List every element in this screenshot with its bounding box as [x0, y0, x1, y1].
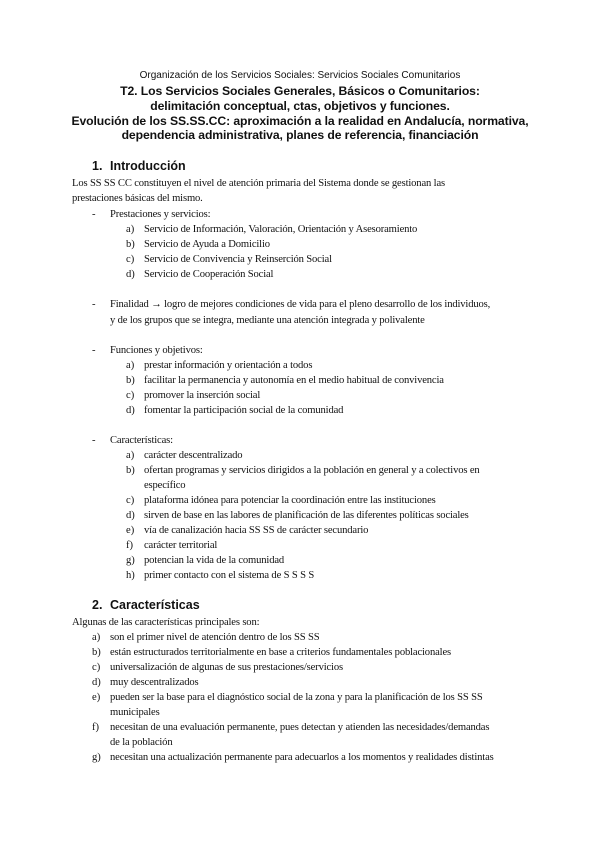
document-title — [0, 84, 600, 143]
item-marker: d) — [126, 510, 135, 521]
list-item: Servicio de Convivencia y Reinserción Social — [144, 254, 332, 265]
item-marker: a) — [92, 632, 101, 643]
section-number: 2. — [92, 598, 103, 612]
paragraph-line: Algunas de las características principales son: — [72, 617, 260, 628]
list-heading-caracteristicas: Características: — [110, 435, 173, 446]
list-item: ofertan programas y servicios dirigidos a la población en general y a colectivos en — [144, 465, 480, 476]
list-item: primer contacto con el sistema de S S S S — [144, 570, 315, 581]
list-item: Servicio de Información, Valoración, Orientación y Asesoramiento — [144, 224, 418, 235]
list-item: promover la inserción social — [144, 390, 261, 401]
list-item: Servicio de Ayuda a Domicilio — [144, 239, 270, 250]
section-title: Introducción — [110, 159, 186, 173]
item-marker: d) — [92, 677, 101, 688]
paragraph-line: Los SS SS CC constituyen el nivel de atención primaria del Sistema donde se gestionan las — [72, 178, 445, 189]
list-item: carácter territorial — [144, 540, 218, 551]
list-item: Servicio de Cooperación Social — [144, 269, 274, 280]
item-marker: c) — [126, 495, 135, 506]
item-marker: b) — [126, 239, 135, 250]
dash-bullet: - — [92, 435, 96, 446]
item-marker: g) — [92, 752, 101, 763]
item-marker: c) — [92, 662, 101, 673]
list-item-continuation: específico — [144, 480, 186, 491]
list-item: universalización de algunas de sus prestaciones/servicios — [110, 662, 343, 673]
section-number: 1. — [92, 159, 103, 173]
title-line: delimitación conceptual, ctas, objetivos y funciones. — [150, 98, 450, 113]
item-marker: b) — [126, 465, 135, 476]
list-heading-funciones: Funciones y objetivos: — [110, 345, 203, 356]
section-heading-introduccion — [92, 159, 186, 173]
item-marker: a) — [126, 224, 135, 235]
list-item-continuation: de la población — [110, 737, 173, 748]
list-item: carácter descentralizado — [144, 450, 243, 461]
item-marker: c) — [126, 390, 135, 401]
section-title: Características — [110, 598, 200, 612]
list-item: vía de canalización hacia SS SS de carácter secundario — [144, 525, 369, 536]
list-item: necesitan una actualización permanente para adecuarlos a los momentos y realidades distintas — [110, 752, 494, 763]
list-item: son el primer nivel de atención dentro de los SS SS — [110, 632, 320, 643]
list-item: sirven de base en las labores de planificación de las diferentes políticas sociales — [144, 510, 469, 521]
list-item: están estructurados territorialmente en base a criterios fundamentales poblacionales — [110, 647, 451, 658]
dash-bullet: - — [92, 209, 96, 220]
dash-bullet: - — [92, 299, 96, 310]
list-item: plataforma idónea para potenciar la coordinación entre las instituciones — [144, 495, 436, 506]
list-item: potencian la vida de la comunidad — [144, 555, 285, 566]
item-marker: b) — [92, 647, 101, 658]
item-marker: g) — [126, 555, 135, 566]
item-marker: d) — [126, 269, 135, 280]
list-item: necesitan de una evaluación permanente, pues detectan y atienden las necesidades/demandas — [110, 722, 490, 733]
item-marker: c) — [126, 254, 135, 265]
dash-bullet: - — [92, 345, 96, 356]
item-marker: e) — [126, 525, 135, 536]
list-item: facilitar la permanencia y autonomía en el medio habitual de convivencia — [144, 375, 444, 386]
list-item: muy descentralizados — [110, 677, 199, 688]
item-marker: a) — [126, 360, 135, 371]
list-heading-prestaciones: Prestaciones y servicios: — [110, 209, 211, 220]
title-line: T2. Los Servicios Sociales Generales, Básicos o Comunitarios: — [120, 84, 480, 98]
title-line: dependencia administrativa, planes de referencia, financiación — [121, 128, 479, 143]
list-item: fomentar la participación social de la comunidad — [144, 405, 344, 416]
title-line: Evolución de los SS.SS.CC: aproximación a la realidad en Andalucía, normativa, — [71, 113, 529, 128]
list-item-continuation: municipales — [110, 707, 160, 718]
section-heading-caracteristicas — [92, 598, 200, 612]
finalidad-line: y de los grupos que se integra, mediante una atención integrada y polivalente — [110, 315, 425, 326]
item-marker: e) — [92, 692, 101, 703]
item-marker: f) — [92, 722, 100, 733]
item-marker: d) — [126, 405, 135, 416]
paragraph-line: prestaciones básicas del mismo. — [72, 193, 203, 204]
item-marker: a) — [126, 450, 135, 461]
item-marker: f) — [126, 540, 134, 551]
list-item: pueden ser la base para el diagnóstico social de la zona y para la planificación de los SS SS — [110, 692, 483, 703]
item-marker: h) — [126, 570, 135, 581]
document-subtitle: Organización de los Servicios Sociales: Servicios Sociales Comunitarios — [139, 70, 461, 81]
list-item: prestar información y orientación a todos — [144, 360, 313, 371]
finalidad-line: Finalidad → logro de mejores condiciones de vida para el pleno desarrollo de los individuos, — [110, 299, 491, 310]
item-marker: b) — [126, 375, 135, 386]
